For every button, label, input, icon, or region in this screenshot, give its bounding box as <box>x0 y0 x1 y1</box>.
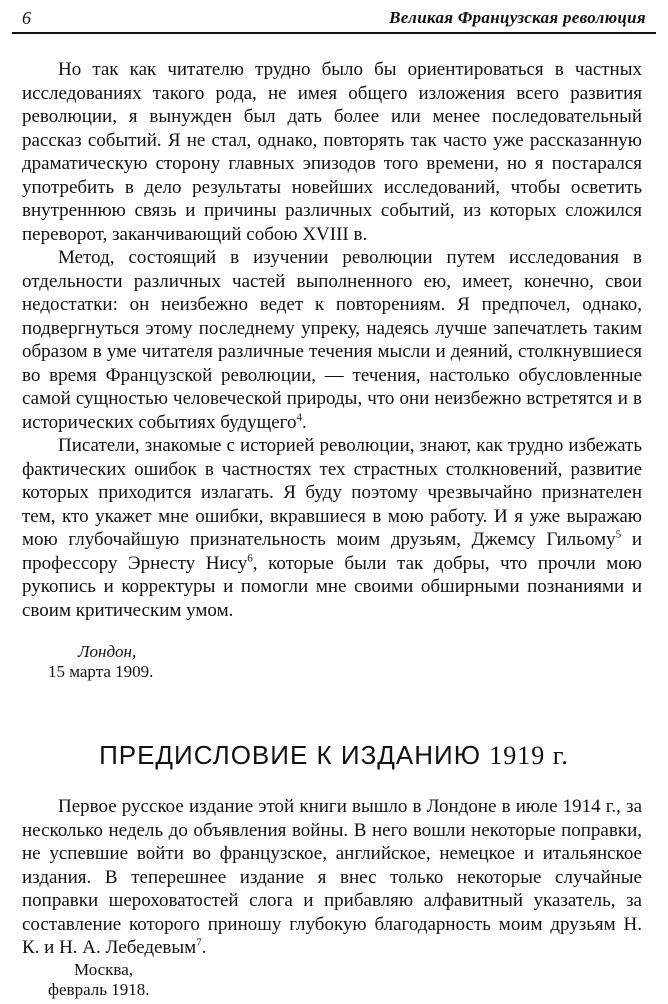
preface-1919-title <box>0 740 668 771</box>
signature-place: Москва, <box>74 960 134 979</box>
page-number: 6 <box>22 8 31 28</box>
paragraph-1 <box>22 58 642 246</box>
footnote-ref-5: 5 <box>615 528 622 541</box>
preface-body-1919 <box>22 795 642 960</box>
paragraph-2-text: Метод, состоящий в изучении революции путем исследования в отдельности различных частей выполненного ею, имеет, конечно, свои недостатки: он неизбежно ведет к повторениям. Я предпочел, однако, подвергнуться этому последнему упреку, надеясь лучше запечатлеть таким образом в уме читателя различные течения мысли и деяний, столкнувшиеся во время Французской революции, — течения, настолько обусловленные самой сущностью человеческой природы, что они неизбежно встретятся и в исторических событиях будущего <box>22 247 642 433</box>
preface-title-year: 1919 г. <box>489 741 569 770</box>
signature-date: февраль 1918. <box>48 980 150 999</box>
preface-body-1909 <box>22 58 642 622</box>
signature-1918 <box>48 960 150 1000</box>
footnote-ref-6: 6 <box>247 552 253 565</box>
paragraph-3 <box>22 434 642 622</box>
footnote-ref-4: 4 <box>296 411 302 424</box>
paragraph-3-text-b: и профессору Эрнесту Нису <box>22 529 643 574</box>
paragraph-3-text-c: , которые были так добры, что прочли мою рукопись и корректуры и помогли мне своими обширными познаниями и своим критическим умом. <box>22 552 642 621</box>
paragraph-2: Метод, состоящий в изучении революции путем исследования в отдельности различных частей выполненного ею, имеет, конечно, свои недостатки: он неизбежно ведет к повторениям. Я предпочел, однако, подвергнуться этому последнему упреку, надеясь лучше запечатлеть таким образом в уме читателя различные течения мысли и деяний, столкнувшиеся во время Французской революции, — течения, настолько обусловленные самой сущностью человеческой природы, что они неизбежно встретятся и в исторических событиях будущего$^4$. <box>22 247 642 433</box>
paragraph-1-text: Но так как читателю трудно было бы ориентироваться в частных исследованиях такого рода, не имея общего изложения всего развития революции, я вынужден был дать более или менее последовательный рассказ событий. Я не стал, однако, повторять так часто уже рассказанную драматическую сторону главных эпизодов того времени, но я постарался употребить в дело результаты новейших исследований, чтобы осветить внутреннюю связь и причины различных событий, из которых сложился переворот, заканчивающий собою XVIII в. <box>22 59 642 245</box>
running-title: Великая Французская революция <box>389 8 646 27</box>
paragraph-preface-1919: Первое русское издание этой книги вышло в Лондоне в июле 1914 г., за несколько недель до объявления войны. В него вошли некоторые поправки, не успевшие войти во французское, английское, немецкое и итальянское издания. В теперешнее издание я внес только некоторые случайные поправки шероховатостей слога и прибавляю алфавитный указатель, за составление которого приношу глубокую благодарность моим друзьям Н. К. и Н. А. Лебедевым$^7$. <box>22 796 642 958</box>
preface-1919-text: Первое русское издание этой книги вышло в Лондоне в июле 1914 г., за несколько недель до объявления войны. В него вошли некоторые поправки, не успевшие войти во французское, английское, немецкое и итальянское издания. В теперешнее издание я внес только некоторые случайные поправки шероховатостей слога и прибавляю алфавитный указатель, за составление которого приношу глубокую благодарность моим друзьям Н. К. и Н. А. Лебедевым <box>22 796 642 958</box>
signature-1909 <box>48 642 153 682</box>
signature-date: 15 марта 1909. <box>48 662 154 681</box>
footnote-ref-7: 7 <box>196 936 202 949</box>
header-rule <box>12 32 656 34</box>
paragraph-3-text-a: Писатели, знакомые с историей революции, знают, как трудно избежать фактических ошибок в частностях тех страстных столкновений, развитие которых приходится излагать. Я буду поэтому чрезвычайно признателен тем, кто укажет мне ошибки, вкравшиеся в мою работу. И я уже выражаю мою глубочайшую признательность моим друзьям, Джемсу Гильому <box>22 435 642 550</box>
preface-title-text: ПРЕДИСЛОВИЕ К ИЗДАНИЮ <box>99 740 481 770</box>
signature-place: Лондон, <box>78 642 137 661</box>
page-header <box>12 4 656 34</box>
